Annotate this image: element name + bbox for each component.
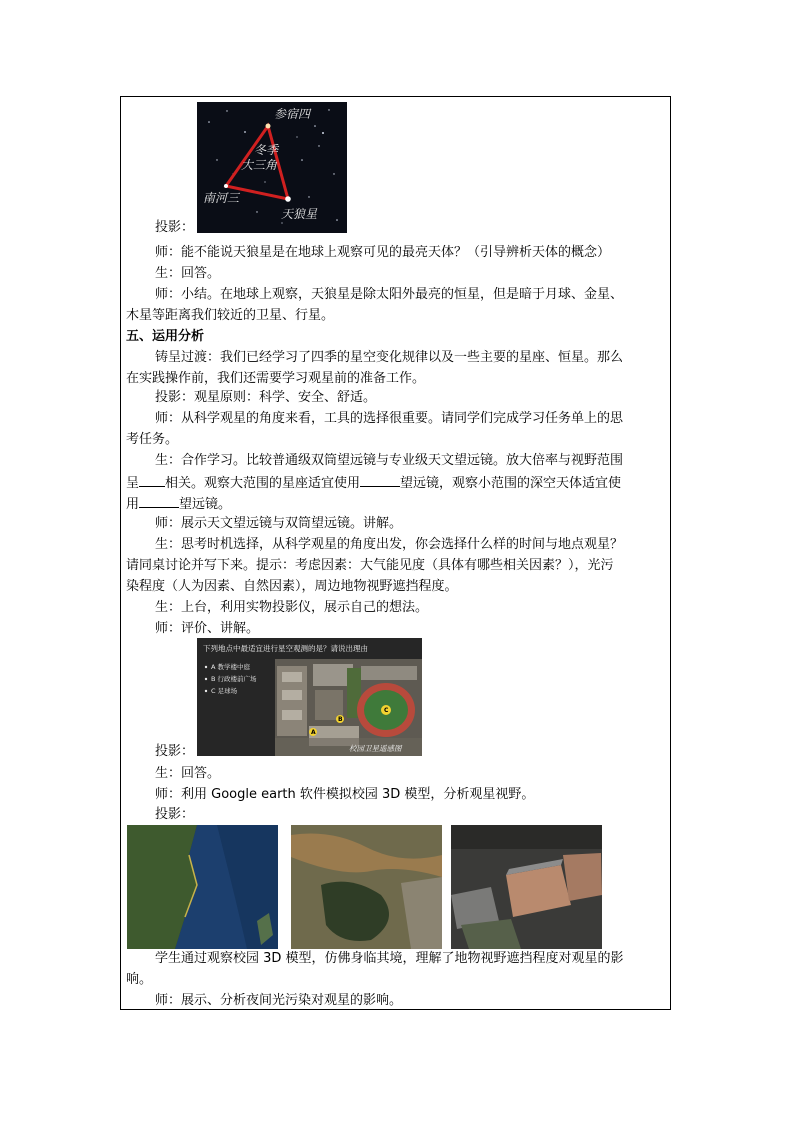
text: 望远镜，观察小范围的深空天体适宜使 — [400, 476, 622, 491]
label-sirius: 天狼星 — [281, 207, 318, 221]
paragraph: 师：利用 Google earth 软件模拟校园 3D 模型，分析观星视野。 — [155, 787, 535, 802]
projection-label-3: 投影： — [155, 807, 195, 822]
paragraph: 生：回答。 — [155, 766, 221, 781]
projection-label-1: 投影： — [155, 220, 195, 235]
paragraph-with-blanks — [126, 494, 231, 514]
text: 呈 — [126, 476, 140, 491]
paragraph: 木星等距离我们较近的卫星、行星。 — [126, 308, 335, 323]
label-betelgeuse: 参宿四 — [274, 107, 311, 121]
paragraph: 投影：观星原则：科学、安全、舒适。 — [155, 390, 377, 405]
winter-triangle-image — [197, 102, 347, 233]
marker-c: C — [384, 707, 389, 714]
campus-slide-image — [197, 638, 422, 756]
fill-in-blank[interactable] — [360, 473, 400, 487]
section-heading: 五、运用分析 — [126, 329, 205, 344]
paragraph: 生：上台，利用实物投影仪，展示自己的想法。 — [155, 600, 429, 615]
slide-option: B 行政楼前广场 — [211, 675, 257, 683]
text: 望远镜。 — [179, 497, 232, 512]
fill-in-blank[interactable] — [139, 473, 165, 487]
projection-label-2: 投影： — [155, 744, 195, 759]
paragraph: 请同桌讨论并写下来。提示：考虑因素：大气能见度（具体有哪些相关因素？），光污 — [126, 558, 614, 573]
paragraph: 师：展示、分析夜间光污染对观星的影响。 — [155, 993, 403, 1008]
text: 相关。观察大范围的星座适宜使用 — [165, 476, 361, 491]
paragraph: 响。 — [126, 972, 153, 987]
slide-option: C 足球场 — [211, 687, 238, 695]
paragraph: 师：展示天文望远镜与双筒望远镜。讲解。 — [155, 516, 403, 531]
earth-view-campus-3d-image — [451, 825, 602, 949]
slide-question: 下列地点中最适宜进行星空观测的是？请说出理由 — [203, 644, 368, 653]
label-triangle: 大三角 — [241, 158, 278, 172]
paragraph: 师：能不能说天狼星是在地球上观察可见的最亮天体？（引导辨析天体的概念） — [155, 245, 611, 260]
earth-view-river-image — [291, 825, 442, 949]
paragraph-with-blanks — [126, 473, 621, 493]
text: 用 — [126, 497, 140, 512]
marker-b: B — [338, 716, 343, 723]
paragraph: 师：评价、讲解。 — [155, 621, 260, 636]
paragraph: 铸呈过渡：我们已经学习了四季的星空变化规律以及一些主要的星座、恒星。那么 — [155, 350, 624, 365]
marker-a: A — [311, 729, 316, 736]
slide-caption: 校园卫星遥感图 — [349, 744, 402, 753]
paragraph: 生：合作学习。比较普通级双筒望远镜与专业级天文望远镜。放大倍率与视野范围 — [155, 453, 624, 468]
paragraph: 学生通过观察校园 3D 模型，仿佛身临其境，理解了地物视野遮挡程度对观星的影 — [155, 951, 624, 966]
paragraph: 师：从科学观星的角度来看，工具的选择很重要。请同学们完成学习任务单上的思 — [155, 411, 624, 426]
paragraph: 师：小结。在地球上观察，天狼星是除太阳外最亮的恒星，但是暗于月球、金星、 — [155, 287, 624, 302]
slide-option: A 教学楼中庭 — [211, 663, 251, 671]
fill-in-blank[interactable] — [139, 494, 179, 508]
paragraph: 染程度（人为因素、自然因素），周边地物视野遮挡程度。 — [126, 579, 458, 594]
paragraph: 生：回答。 — [155, 266, 221, 281]
paragraph: 生：思考时机选择，从科学观星的角度出发，你会选择什么样的时间与地点观星？ — [155, 537, 624, 552]
earth-view-coast-image — [127, 825, 278, 949]
label-procyon: 南河三 — [203, 191, 240, 205]
label-winter: 冬季 — [254, 143, 279, 157]
paragraph: 在实践操作前，我们还需要学习观星前的准备工作。 — [126, 371, 426, 386]
paragraph: 考任务。 — [126, 432, 179, 447]
